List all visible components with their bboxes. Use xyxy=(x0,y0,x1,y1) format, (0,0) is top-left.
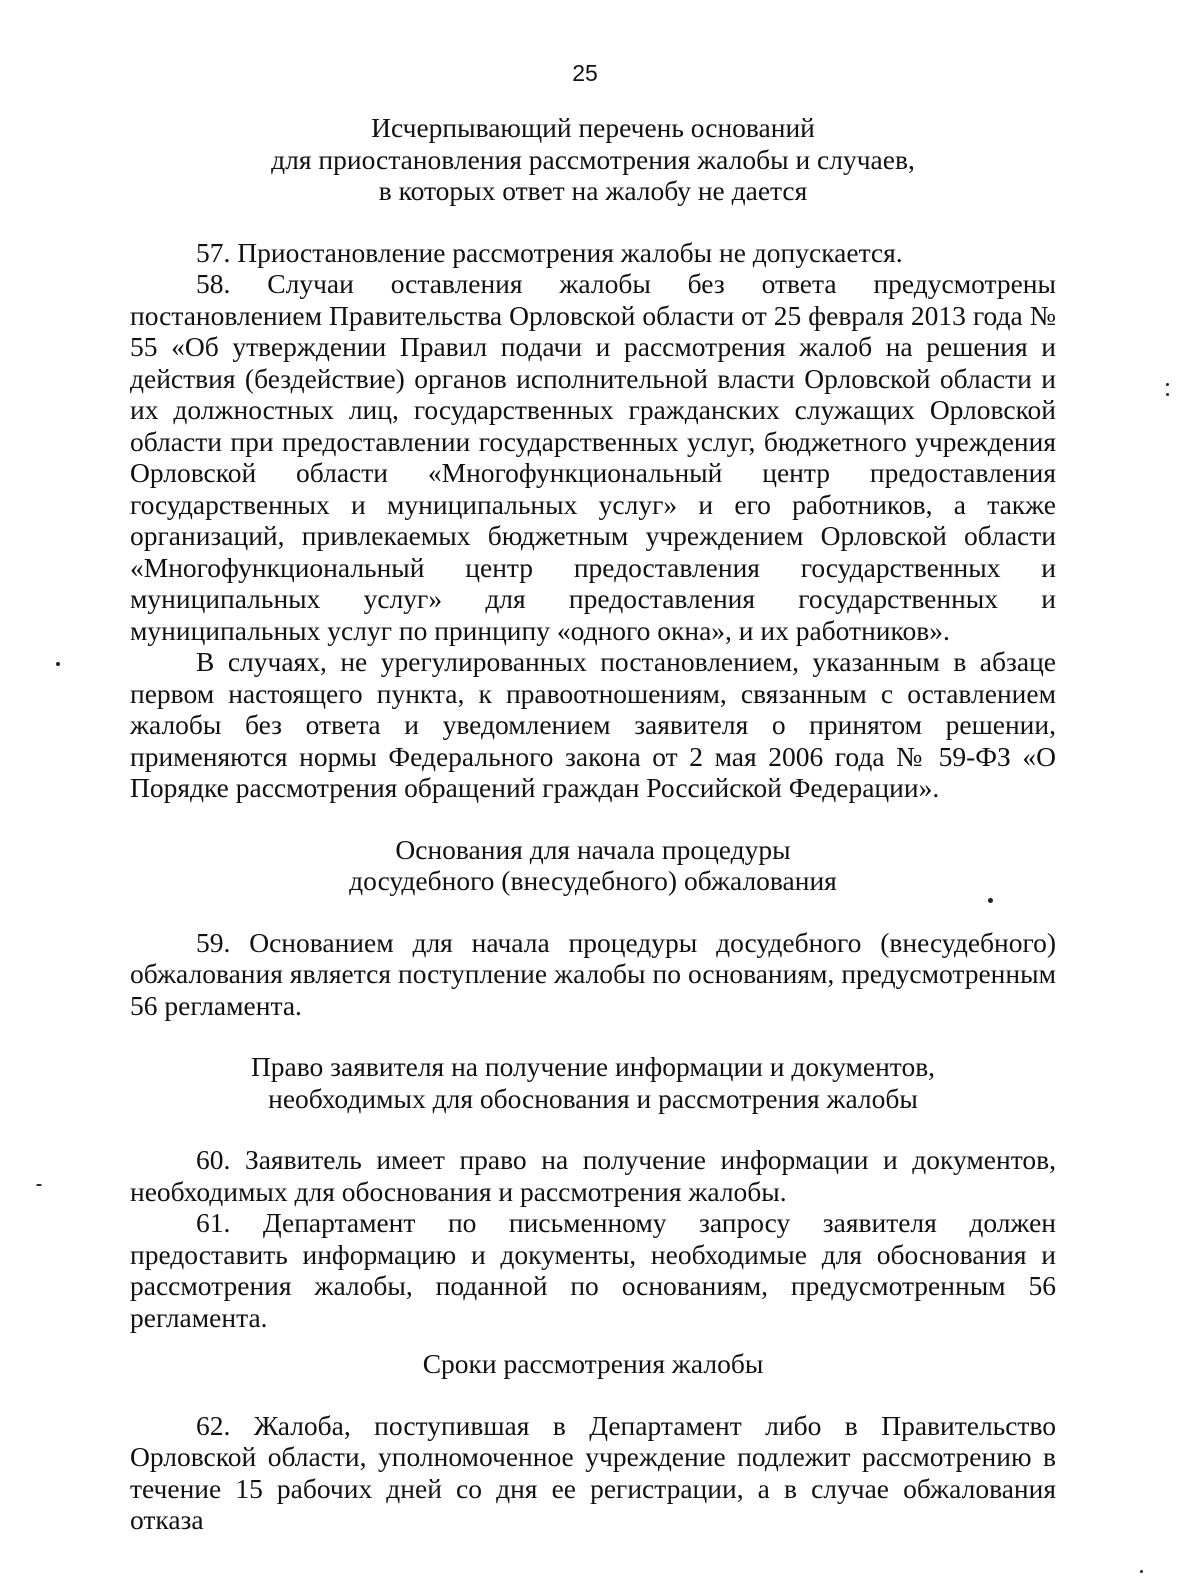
heading-line: Исчерпывающий перечень оснований xyxy=(371,112,815,143)
heading-line: в которых ответ на жалобу не дается xyxy=(378,175,808,206)
heading-line: Основания для начала процедуры xyxy=(395,833,791,865)
paragraph-61: 61. Департамент по письменному запросу заявителя должен предоставить информацию и документы, необходимые для обоснования и рассмотрения жалобы, поданной по основаниям, предусмотренным 56 регламента. xyxy=(130,1207,1056,1333)
section-heading-grounds-appeal xyxy=(130,834,1056,897)
heading-line: Право заявителя на получение информации и документов, xyxy=(250,1051,936,1082)
paragraph-59: 59. Основанием для начала процедуры досудебного (внесудебного) обжалования является поступление жалобы по основаниям, предусмотренным 56 регламента. xyxy=(130,926,1056,1021)
heading-line: для приостановления рассмотрения жалобы и случаев, xyxy=(271,143,915,175)
heading-line: досудебного (внесудебного) обжалования xyxy=(349,865,837,896)
paragraph-62: 62. Жалоба, поступившая в Департамент либо в Правительство Орловской области, уполномоченное учреждение подлежит рассмотрению в течение 15 рабочих дней со дня ее регистрации, а в случае обжалования отказа xyxy=(130,1409,1056,1535)
heading-line: необходимых для обоснования и рассмотрения жалобы xyxy=(268,1082,918,1114)
section-heading-review-terms xyxy=(130,1348,1056,1380)
document-body xyxy=(130,112,1056,1536)
section-heading-grounds-suspension xyxy=(130,112,1056,207)
paragraph-58: 58. Случаи оставления жалобы без ответа предусмотрены постановлением Правительства Орловской области от 25 февраля 2013 года № 55 «Об утверждении Правил подачи и рассмотрения жалоб на решения и действия (бездействие) органов исполнительной власти Орловской области и их должностных лиц, государственных гражданских служащих Орловской области при предоставлении государственных услуг, бюджетного учреждения Орловской области «Многофункциональный центр предоставления государственных и муниципальных услуг» и его работников, а также организаций, привлекаемых бюджетным учреждением Орловской области «Многофункциональный центр предоставления государственных и муниципальных услуг» для предоставления государственных и муниципальных услуг по принципу «одного окна», и их работников». xyxy=(130,268,1056,646)
paragraph-58-continued: В случаях, не урегулированных постановлением, указанным в абзаце первом настоящего пункта, к правоотношениям, связанным с оставлением жалобы без ответа и уведомлением заявителя о принятом решении, применяются нормы Федерального закона от 2 мая 2006 года № 59-ФЗ «О Порядке рассмотрения обращений граждан Российской Федерации». xyxy=(130,646,1056,803)
paragraph-60: 60. Заявитель имеет право на получение информации и документов, необходимых для обоснования и рассмотрения жалобы. xyxy=(130,1144,1056,1207)
paragraph-57: 57. Приостановление рассмотрения жалобы не допускается. xyxy=(196,236,903,268)
page-number: 25 xyxy=(572,60,598,86)
heading-line: Сроки рассмотрения жалобы xyxy=(422,1348,764,1379)
section-heading-applicant-rights xyxy=(130,1051,1056,1114)
